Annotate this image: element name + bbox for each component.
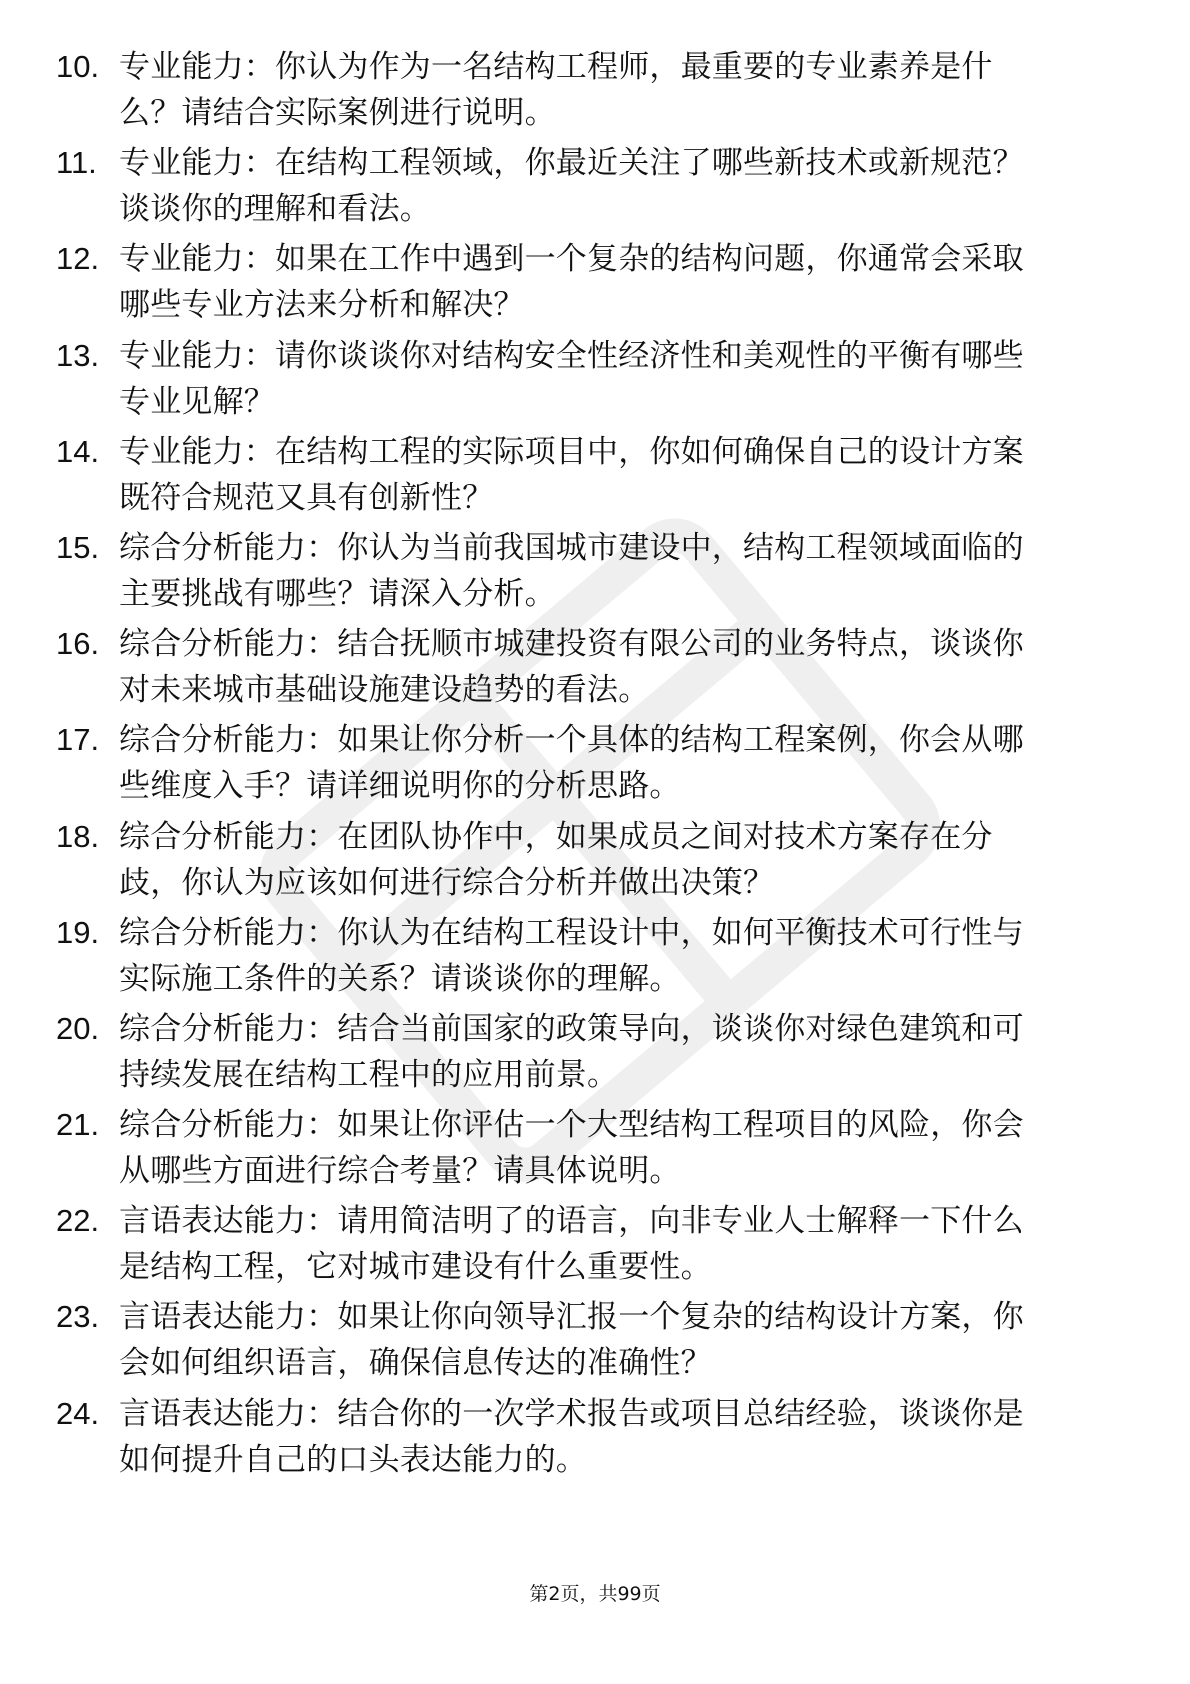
question-item <box>0 140 1190 236</box>
question-text: 综合分析能力：你认为当前我国城市建设中，结构工程领域面临的主要挑战有哪些？请深入分析。 <box>119 529 1024 612</box>
question-text: 综合分析能力：结合抚顺市城建投资有限公司的业务特点，谈谈你对未来城市基础设施建设趋势的看法。 <box>119 626 1024 709</box>
question-number: 19. <box>56 914 100 950</box>
question-item <box>0 236 1190 332</box>
question-item <box>0 1198 1190 1294</box>
question-item <box>0 525 1190 621</box>
question-item <box>0 429 1190 525</box>
question-number: 18. <box>56 818 100 854</box>
question-text: 专业能力：你认为作为一名结构工程师，最重要的专业素养是什么？请结合实际案例进行说明。 <box>119 49 993 131</box>
question-text: 综合分析能力：如果让你分析一个具体的结构工程案例，你会从哪些维度入手？请详细说明你的分析思路。 <box>119 722 1024 805</box>
question-text: 综合分析能力：在团队协作中，如果成员之间对技术方案存在分歧，你认为应该如何进行综合分析并做出决策？ <box>119 818 993 901</box>
question-number: 23. <box>56 1299 100 1335</box>
question-number: 16. <box>56 626 100 662</box>
question-number: 14. <box>56 433 100 469</box>
question-item <box>0 333 1190 429</box>
question-item <box>0 910 1190 1006</box>
question-text: 专业能力：在结构工程领域，你最近关注了哪些新技术或新规范？谈谈你的理解和看法。 <box>119 145 1024 228</box>
question-text: 言语表达能力：请用简洁明了的语言，向非专业人士解释一下什么是结构工程，它对城市建设有什么重要性。 <box>119 1203 1024 1286</box>
question-number: 24. <box>56 1395 100 1431</box>
question-text: 专业能力：请你谈谈你对结构安全性经济性和美观性的平衡有哪些专业见解？ <box>119 337 1024 420</box>
question-number: 15. <box>56 529 100 565</box>
question-text: 专业能力：在结构工程的实际项目中，你如何确保自己的设计方案既符合规范又具有创新性？ <box>119 433 1024 516</box>
question-number: 22. <box>56 1203 100 1239</box>
question-item <box>0 717 1190 813</box>
question-item <box>0 1294 1190 1390</box>
question-item <box>0 814 1190 910</box>
question-number: 20. <box>56 1010 100 1046</box>
question-list <box>0 44 1190 1487</box>
question-text: 言语表达能力：如果让你向领导汇报一个复杂的结构设计方案，你会如何组织语言，确保信息传达的准确性？ <box>119 1299 1024 1382</box>
question-item <box>0 44 1190 140</box>
question-text: 言语表达能力：结合你的一次学术报告或项目总结经验，谈谈你是如何提升自己的口头表达能力的。 <box>119 1395 1024 1478</box>
question-item <box>0 1006 1190 1102</box>
question-number: 10. <box>56 49 100 84</box>
question-text: 专业能力：如果在工作中遇到一个复杂的结构问题，你通常会采取哪些专业方法来分析和解决？ <box>119 241 1024 324</box>
page-footer <box>0 1582 1190 1606</box>
question-text: 综合分析能力：你认为在结构工程设计中，如何平衡技术可行性与实际施工条件的关系？请谈谈你的理解。 <box>119 914 1024 997</box>
question-item <box>0 1102 1190 1198</box>
question-number: 12. <box>56 241 100 277</box>
question-item <box>0 621 1190 717</box>
question-number: 11. <box>56 145 97 181</box>
page-number-label: 第2页，共99页 <box>529 1583 661 1605</box>
question-item <box>0 1391 1190 1487</box>
question-text: 综合分析能力：结合当前国家的政策导向，谈谈你对绿色建筑和可持续发展在结构工程中的应用前景。 <box>119 1010 1024 1093</box>
question-text: 综合分析能力：如果让你评估一个大型结构工程项目的风险，你会从哪些方面进行综合考量？请具体说明。 <box>119 1107 1024 1190</box>
question-number: 13. <box>56 337 100 373</box>
question-number: 17. <box>56 722 100 758</box>
question-number: 21. <box>56 1107 100 1143</box>
